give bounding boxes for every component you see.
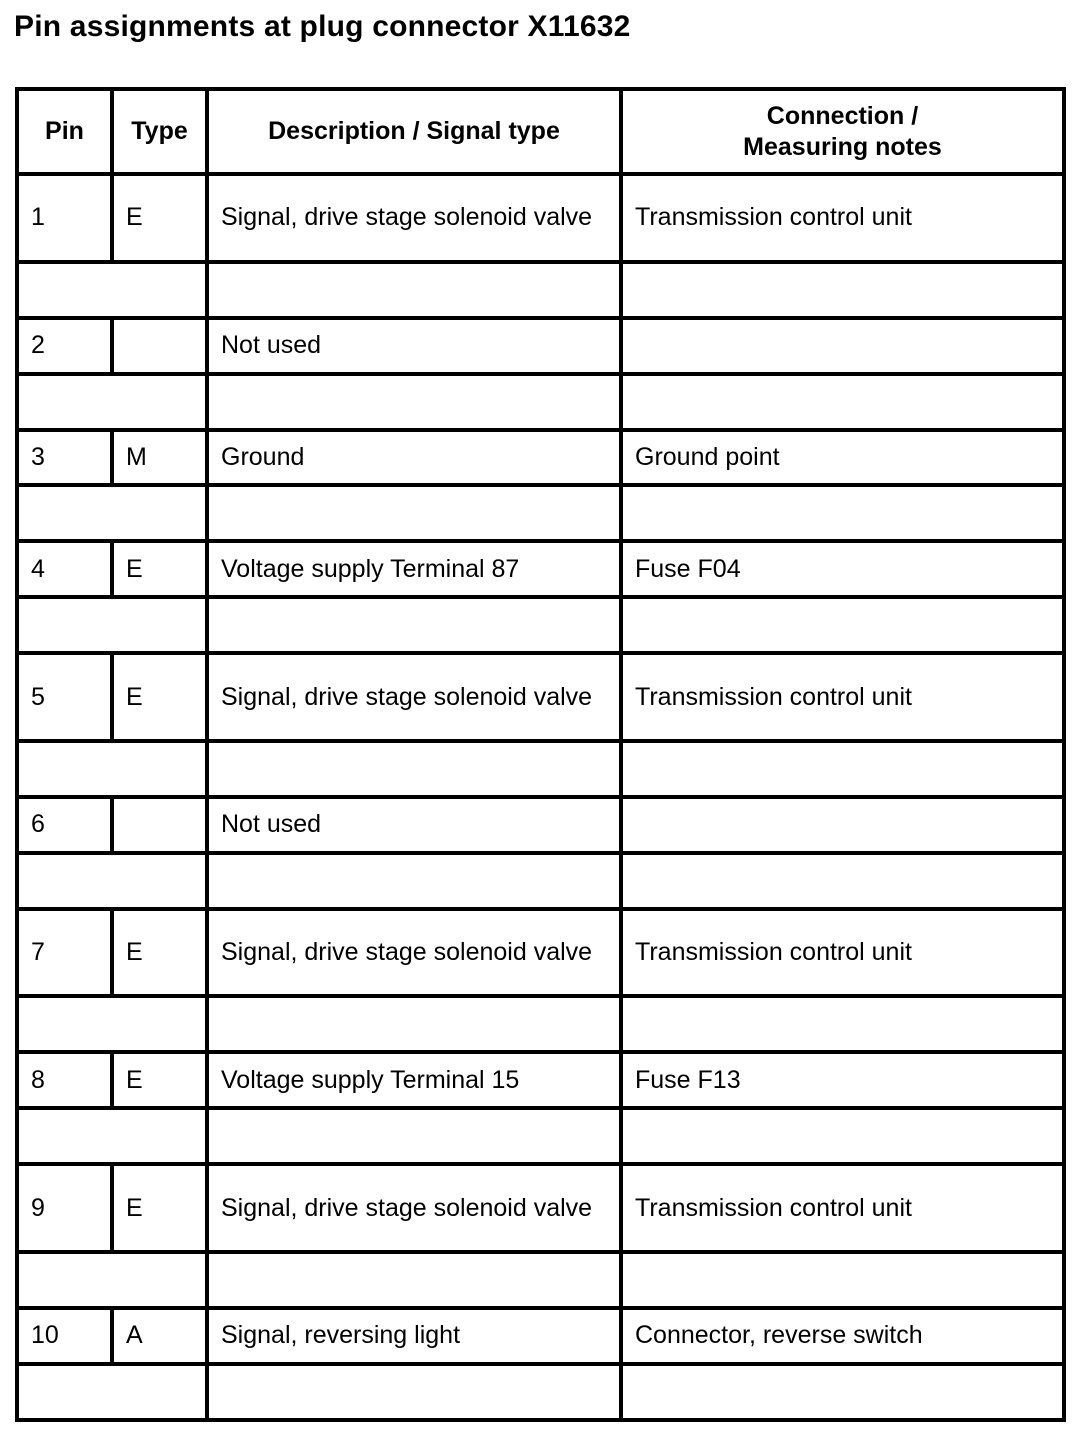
spacer-cell	[207, 1252, 621, 1308]
spacer-cell	[207, 485, 621, 541]
spacer-cell	[17, 597, 207, 653]
description-cell: Signal, drive stage solenoid valve	[207, 1164, 621, 1252]
spacer-cell	[207, 741, 621, 797]
pin-cell: 7	[17, 909, 112, 997]
table-row	[17, 430, 1064, 486]
spacer-cell	[621, 597, 1064, 653]
connection-cell: Fuse F04	[621, 541, 1064, 597]
header-connection-line1: Connection /	[766, 101, 919, 130]
pin-cell: 5	[17, 653, 112, 741]
header-description: Description / Signal type	[207, 89, 621, 174]
spacer-row	[17, 1252, 1064, 1308]
spacer-cell	[17, 741, 207, 797]
connection-cell: Connector, reverse switch	[621, 1308, 1064, 1364]
spacer-cell	[621, 262, 1064, 318]
type-cell: E	[112, 1052, 207, 1108]
type-cell: E	[112, 174, 207, 262]
connection-cell: Ground point	[621, 430, 1064, 486]
pin-assignment-table	[15, 87, 1066, 1422]
spacer-cell	[207, 1108, 621, 1164]
description-cell: Signal, drive stage solenoid valve	[207, 653, 621, 741]
spacer-cell	[621, 996, 1064, 1052]
pin-cell: 2	[17, 318, 112, 374]
spacer-cell	[17, 996, 207, 1052]
spacer-cell	[207, 374, 621, 430]
page-title: Pin assignments at plug connector X11632	[14, 10, 631, 43]
description-cell: Voltage supply Terminal 15	[207, 1052, 621, 1108]
spacer-row	[17, 262, 1064, 318]
connection-cell	[621, 318, 1064, 374]
table-row	[17, 541, 1064, 597]
header-connection-line2: Measuring notes	[743, 132, 942, 161]
spacer-cell	[207, 597, 621, 653]
spacer-row	[17, 996, 1064, 1052]
table-row	[17, 174, 1064, 262]
description-cell: Signal, drive stage solenoid valve	[207, 909, 621, 997]
pin-cell: 6	[17, 797, 112, 853]
type-cell	[112, 318, 207, 374]
type-cell: M	[112, 430, 207, 486]
spacer-cell	[17, 1108, 207, 1164]
pin-cell: 10	[17, 1308, 112, 1364]
spacer-cell	[621, 1364, 1064, 1420]
spacer-row	[17, 597, 1064, 653]
description-cell: Not used	[207, 318, 621, 374]
type-cell: E	[112, 1164, 207, 1252]
table-row	[17, 653, 1064, 741]
spacer-cell	[621, 485, 1064, 541]
type-cell: E	[112, 653, 207, 741]
connection-cell: Fuse F13	[621, 1052, 1064, 1108]
header-pin: Pin	[17, 89, 112, 174]
connection-cell	[621, 797, 1064, 853]
spacer-cell	[17, 374, 207, 430]
connection-cell: Transmission control unit	[621, 653, 1064, 741]
table-header-row	[17, 89, 1064, 174]
spacer-cell	[17, 262, 207, 318]
description-cell: Not used	[207, 797, 621, 853]
spacer-cell	[17, 485, 207, 541]
pin-cell: 1	[17, 174, 112, 262]
table-row	[17, 1308, 1064, 1364]
type-cell: A	[112, 1308, 207, 1364]
spacer-cell	[17, 853, 207, 909]
description-cell: Voltage supply Terminal 87	[207, 541, 621, 597]
description-cell: Signal, reversing light	[207, 1308, 621, 1364]
table-body	[17, 174, 1064, 1420]
table-row	[17, 318, 1064, 374]
spacer-row	[17, 741, 1064, 797]
spacer-cell	[621, 853, 1064, 909]
table-row	[17, 1052, 1064, 1108]
type-cell: E	[112, 909, 207, 997]
spacer-cell	[621, 374, 1064, 430]
spacer-cell	[207, 853, 621, 909]
spacer-row	[17, 374, 1064, 430]
description-cell: Signal, drive stage solenoid valve	[207, 174, 621, 262]
pin-cell: 4	[17, 541, 112, 597]
table-row	[17, 1164, 1064, 1252]
spacer-cell	[207, 262, 621, 318]
connection-cell: Transmission control unit	[621, 909, 1064, 997]
table-row	[17, 909, 1064, 997]
spacer-row	[17, 1108, 1064, 1164]
spacer-row	[17, 485, 1064, 541]
table-row	[17, 797, 1064, 853]
pin-cell: 8	[17, 1052, 112, 1108]
connection-cell: Transmission control unit	[621, 1164, 1064, 1252]
pin-cell: 3	[17, 430, 112, 486]
spacer-cell	[621, 1108, 1064, 1164]
spacer-cell	[621, 741, 1064, 797]
type-cell	[112, 797, 207, 853]
connection-cell: Transmission control unit	[621, 174, 1064, 262]
header-connection	[621, 89, 1064, 174]
spacer-cell	[621, 1252, 1064, 1308]
pin-cell: 9	[17, 1164, 112, 1252]
description-cell: Ground	[207, 430, 621, 486]
spacer-cell	[207, 996, 621, 1052]
spacer-row	[17, 1364, 1064, 1420]
header-type: Type	[112, 89, 207, 174]
spacer-row	[17, 853, 1064, 909]
type-cell: E	[112, 541, 207, 597]
spacer-cell	[17, 1252, 207, 1308]
spacer-cell	[17, 1364, 207, 1420]
spacer-cell	[207, 1364, 621, 1420]
